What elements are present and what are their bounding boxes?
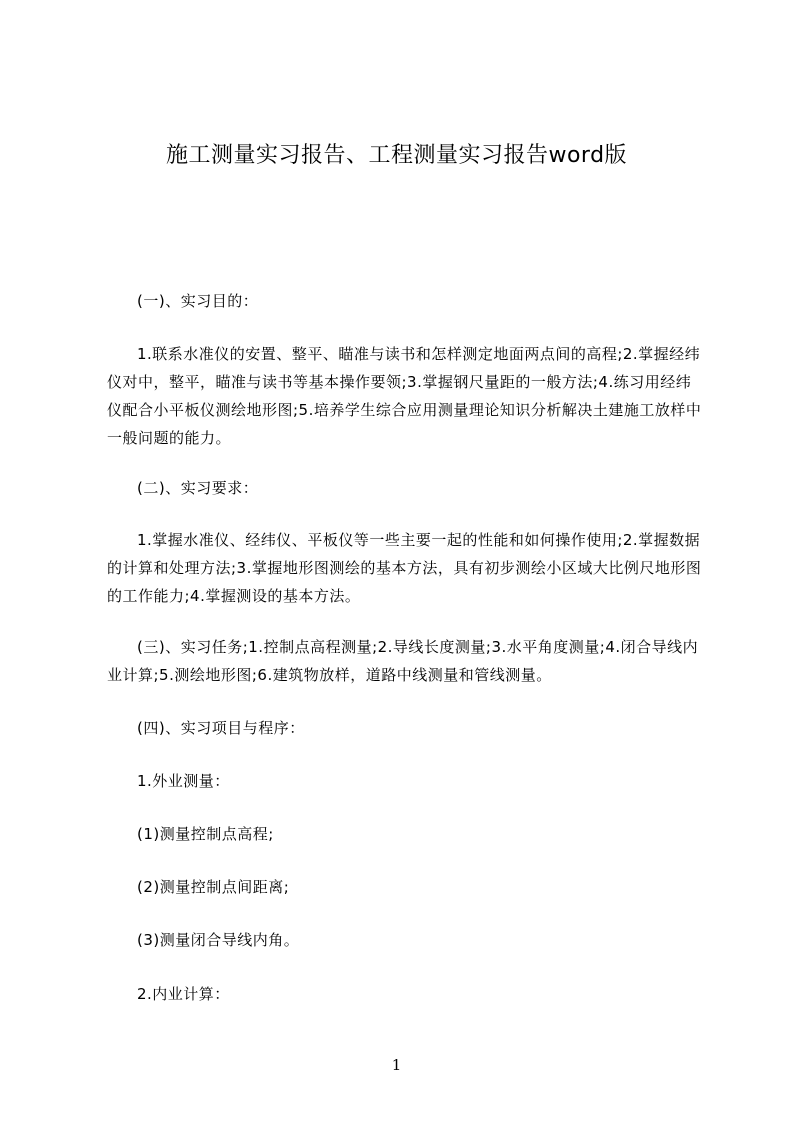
document-title: 施工测量实习报告、工程测量实习报告word版 [165, 143, 628, 168]
section-heading-purpose: (一)、实习目的： [137, 292, 259, 310]
list-item-traverse-angles: (3)测量闭合导线内角。 [137, 931, 300, 949]
list-item-field-survey: 1.外业测量： [137, 772, 230, 790]
list-item-control-distance: (2)测量控制点间距离; [137, 878, 290, 896]
paragraph-purpose: 1.联系水准仪的安置、整平、瞄准与读书和怎样测定地面两点间的高程;2.掌握经纬仪对中，整平，瞄准与读书等基本操作要领;3.掌握钢尺量距的一般方法;4.练习用经纬仪配合小平板仪测绘地形图;5.培养学生综合应用测量理论知识分析解决土建施工放样中一般问题的能力。 [107, 345, 702, 447]
section-heading-requirements: (二)、实习要求： [137, 479, 259, 497]
list-item-office-calculation: 2.内业计算： [137, 985, 230, 1003]
paragraph-requirements: 1.掌握水准仪、经纬仪、平板仪等一些主要一起的性能和如何操作使用;2.掌握数据的计算和处理方法;3.掌握地形图测绘的基本方法，具有初步测绘小区域大比例尺地形图的工作能力;4.掌握测设的基本方法。 [107, 531, 702, 605]
section-heading-procedure: (四)、实习项目与程序： [137, 719, 305, 737]
paragraph-tasks: (三)、实习任务;1.控制点高程测量;2.导线长度测量;3.水平角度测量;4.闭合导线内业计算;5.测绘地形图;6.建筑物放样，道路中线测量和管线测量。 [107, 638, 699, 684]
page-number: 1 [391, 1056, 402, 1074]
list-item-control-elevation: (1)测量控制点高程; [137, 825, 274, 843]
